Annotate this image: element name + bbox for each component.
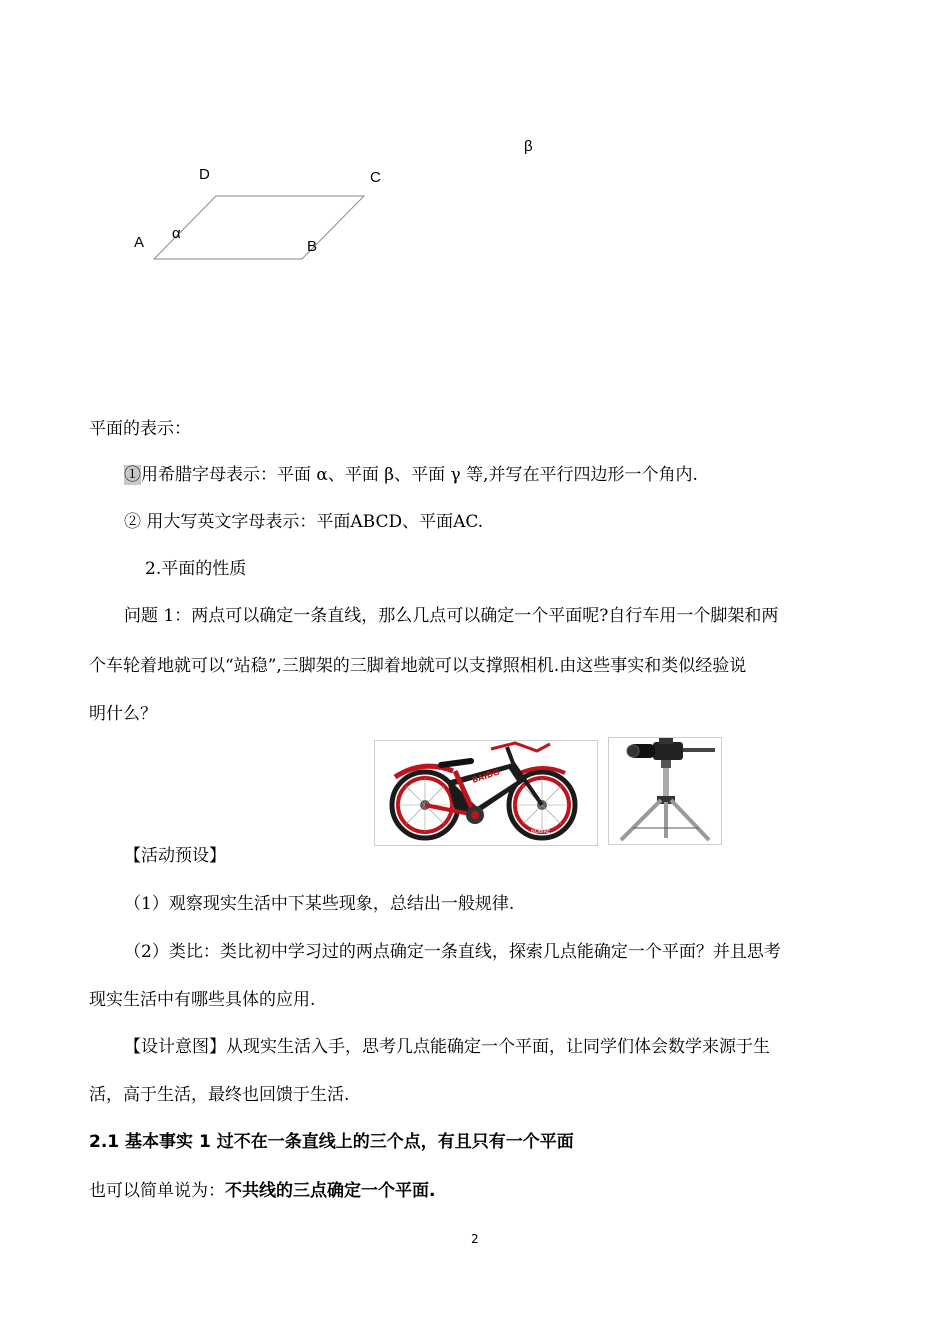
plane-notation-heading: 平面的表示：	[89, 419, 191, 439]
simple-statement: 不共线的三点确定一个平面.	[225, 1181, 436, 1201]
design-intent-line-1: 【设计意图】从现实生活入手，思考几点能确定一个平面，让同学们体会数学来源于生	[124, 1037, 770, 1057]
vertex-c-label: C	[370, 169, 381, 186]
basic-fact-title: 2.1 基本事实 1 过不在一条直线上的三个点，有且只有一个平面	[89, 1132, 574, 1152]
notation-item-1	[124, 464, 698, 486]
activity-item-2-line-2: 现实生活中有哪些具体的应用.	[89, 990, 316, 1010]
bicycle-drawing	[392, 743, 575, 838]
plane-beta-label: β	[524, 138, 533, 155]
tripod-drawing	[621, 738, 715, 840]
vertex-b-label: B	[307, 238, 318, 255]
bicycle-brand-text: BAIDO	[470, 767, 501, 785]
notation-item-2: ② 用大写英文字母表示：平面ABCD、平面AC.	[124, 512, 484, 532]
item-1-marker: ①	[124, 465, 141, 485]
parallelogram-shape	[154, 196, 364, 259]
vertex-d-label: D	[199, 166, 210, 183]
activity-title: 【活动预设】	[124, 846, 226, 866]
problem-line-2: 个车轮着地就可以“站稳”,三脚架的三脚着地就可以支撑照相机.由这些事实和类似经验说	[89, 656, 747, 676]
vertex-a-label: A	[134, 234, 145, 251]
problem-line-3: 明什么？	[89, 704, 157, 724]
bicycle-fork-text: NOBIRE	[531, 829, 551, 835]
properties-heading: 2.平面的性质	[145, 559, 247, 579]
page-number: 2	[471, 1232, 479, 1246]
parallelogram-figure	[0, 0, 950, 300]
design-intent-line-2: 活，高于生活，最终也回馈于生活.	[89, 1085, 350, 1105]
bicycle-image	[374, 740, 598, 846]
problem-line-1: 问题 1：两点可以确定一条直线，那么几点可以确定一个平面呢?自行车用一个脚架和两	[124, 606, 779, 626]
item-1-text: 用希腊字母表示：平面 α、平面 β、平面 γ 等,并写在平行四边形一个角内.	[141, 465, 698, 485]
basic-fact-simple	[89, 1180, 435, 1202]
plane-alpha-label: α	[172, 225, 181, 242]
activity-item-1: （1）观察现实生活中下某些现象，总结出一般规律.	[124, 894, 515, 914]
simple-prefix: 也可以简单说为：	[89, 1181, 225, 1201]
tripod-camera-image	[608, 737, 722, 845]
activity-item-2-line-1: （2）类比：类比初中学习过的两点确定一条直线，探索几点能确定一个平面？并且思考	[124, 942, 781, 962]
